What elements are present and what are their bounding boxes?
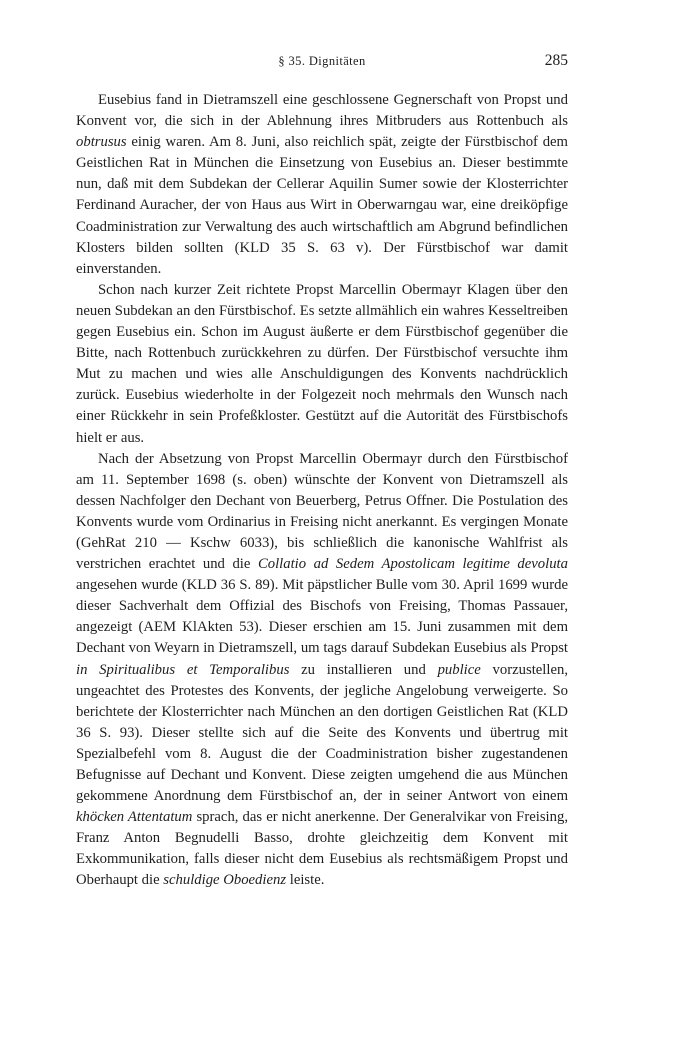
latin-term-publice: publice <box>437 661 481 678</box>
paragraph-1 <box>76 90 568 280</box>
latin-term-collatio: Collatio ad Sedem Apostolicam legitime devoluta <box>257 556 568 573</box>
section-title: § 35. Dignitäten <box>278 54 366 68</box>
text-span: zu installieren und <box>289 661 438 678</box>
text-span: sprach, das er nicht anerkenne. Der Generalvikar von Freising, Franz Anton Begnudelli Basso, drohte gleichzeitig dem Konvent mit Exkommunikation, falls dieser nicht dem Eusebius als rechtsmäßigem Propst und Oberhaupt die <box>76 809 568 889</box>
latin-term-obtrusus: obtrusus <box>76 134 127 151</box>
text-span: leiste. <box>286 872 325 889</box>
text-span: Schon nach kurzer Zeit richtete Propst Marcellin Obermayr Klagen über den neuen Subdekan an den Fürstbischof. Es setzte allmählich ein wahres Kesseltreiben gegen Eusebius ein. Schon im August äußerte er dem Fürstbischof gegenüber die Bitte, nach Rottenbuch zurückkehren zu dürfen. Der Fürstbischof versuchte ihm Mut zu machen und wies alle Anschuldigungen des Konvents nachdrücklich zurück. Eusebius wiederholte in der Folgezeit noch mehrmals den Wunsch nach einer Rückkehr in sein Profeßkloster. Gestützt auf die Autorität des Fürstbischofs hielt er aus. <box>76 281 568 446</box>
text-span: angesehen wurde (KLD 36 S. 89). Mit päpstlicher Bulle vom 30. April 1699 wurde dieser Sachverhalt dem Offizial des Bischofs von Freising, Thomas Passauer, angezeigt (AEM KlAkten 53). Dieser erschien am 15. Juni zusammen mit dem Dechant von Weyarn in Dietramszell, um tags darauf Subdekan Eusebius als Propst <box>76 577 568 657</box>
page-number: 285 <box>544 52 568 69</box>
quoted-term-schuldige-oboedienz: schuldige Oboedienz <box>163 872 287 889</box>
paragraph-2 <box>76 280 568 449</box>
latin-term-spiritualibus: in Spiritualibus et Temporalibus <box>76 661 290 678</box>
text-span: vorzustellen, ungeachtet des Protestes des Konvents, der jegliche Angelobung verweigerte. So berichtete der Klosterrichter nach München an den dortigen Geistlichen Rat (KLD 36 S. 93). Dieser stellte sich auf die Seite des Konvents und übertrug mit Spezialbefehl vom 8. August die der Coadministration bisher zugestandenen Befugnisse auf Dechant und Konvent. Diese zeigten umgehend die aus München gekommene Anordnung dem Fürstbischof an, der in seiner Antwort von einem <box>76 661 568 805</box>
paragraph-3 <box>76 449 568 892</box>
quoted-term-khoecken-attentatum: khöcken Attentatum <box>76 809 193 826</box>
body-text <box>76 90 568 892</box>
text-span: Eusebius fand in Dietramszell eine geschlossene Gegnerschaft von Propst und Konvent vor, die sich in der Ablehnung ihres Mitbruders aus Rottenbuch als <box>76 92 568 130</box>
text-span: einig waren. Am 8. Juni, also reichlich spät, zeigte der Fürstbischof dem Geistlichen Rat in München die Einsetzung von Eusebius an. Dieser bestimmte nun, daß mit dem Subdekan der Cellerar Aquilin Sumer sowie der Klosterrichter Ferdinand Auracher, der von Haus aus Wirt in Oberwarngau war, eine dreiköpfige Coadministration zur Verwaltung des auch wirtschaftlich am Abgrund befindlichen Klosters bilden sollten (KLD 35 S. 63 v). Der Fürstbischof war damit einverstanden. <box>76 134 568 277</box>
running-head <box>76 52 568 74</box>
text-span: Nach der Absetzung von Propst Marcellin Obermayr durch den Fürstbischof am 11. September 1698 (s. oben) wünschte der Konvent von Dietramszell als dessen Nachfolger den Dechant von Beuerberg, Petrus Offner. Die Postulation des Konvents wurde vom Ordinarius in Freising nicht anerkannt. Es vergingen Monate (GehRat 210 — Kschw 6033), bis schließlich die kanonische Wahlfrist als verstrichen erachtet und die <box>76 450 568 573</box>
